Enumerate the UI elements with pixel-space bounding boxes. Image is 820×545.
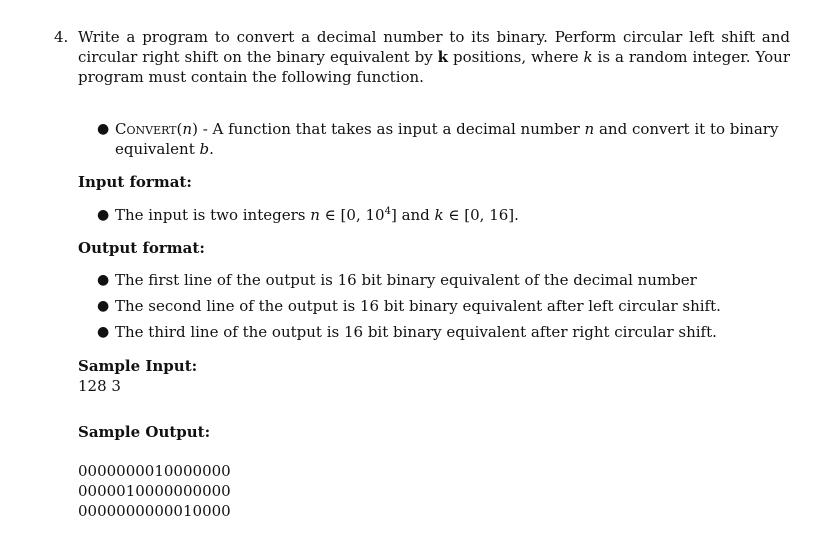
output-format-list <box>97 270 785 348</box>
bullet-icon: ● <box>97 298 110 314</box>
output-format-item-text: The first line of the output is 16 bit binary equivalent of the decimal number <box>115 271 697 289</box>
intro-var-k: k <box>583 48 593 66</box>
input-var-n: n <box>310 206 320 224</box>
input-range-n: ∈ [0, 10 <box>319 206 385 224</box>
input-range-k: ∈ [0, 16]. <box>443 206 519 224</box>
intro-text-3: is a random integer. Your program must contain the following function. <box>78 48 790 86</box>
sample-input-value: 128 3 <box>78 377 121 395</box>
intro-text-1: Write a program to convert a decimal number to its binary. Perform circular left shift and circular right shift on the binary equivalent by <box>78 28 790 66</box>
paren-open: ( <box>176 120 183 138</box>
input-format-list <box>97 205 785 225</box>
input-format-bullet <box>97 205 785 225</box>
sample-input-heading: Sample Input: <box>78 357 198 375</box>
input-text-1: The input is two integers <box>115 206 311 224</box>
bullet-icon: ● <box>97 207 110 223</box>
output-format-item <box>97 296 785 322</box>
function-description <box>115 119 785 159</box>
problem-statement <box>54 27 790 87</box>
sample-output-heading: Sample Output: <box>78 423 211 441</box>
bullet-icon: ● <box>97 324 110 340</box>
intro-text-2: positions, where <box>448 48 584 66</box>
paren-close: ) <box>192 120 198 138</box>
input-var-k: k <box>434 206 444 224</box>
sample-output-line: 0000010000000000 <box>78 482 231 500</box>
function-var-n: n <box>584 120 595 138</box>
output-format-item-text: The second line of the output is 16 bit binary equivalent after left circular shift. <box>115 297 721 315</box>
function-var-b: b <box>199 140 210 158</box>
input-format-heading: Input format: <box>78 173 192 191</box>
sample-output-block <box>78 461 231 521</box>
function-name: Convert <box>115 120 177 138</box>
function-desc-3: . <box>209 140 214 158</box>
intro-bold-k: k <box>437 48 449 66</box>
output-format-heading: Output format: <box>78 239 205 257</box>
input-range-exponent: 4 <box>384 206 391 217</box>
function-list <box>97 119 785 159</box>
problem-intro <box>78 27 790 87</box>
output-format-item <box>97 322 785 348</box>
bullet-icon: ● <box>97 272 110 288</box>
output-format-item <box>97 270 785 296</box>
sample-output-line: 0000000010000000 <box>78 462 231 480</box>
function-desc-1: - A function that takes as input a decimal number <box>197 120 585 138</box>
output-format-item-text: The third line of the output is 16 bit binary equivalent after right circular shift. <box>115 323 717 341</box>
function-desc-2: and convert it to binary equivalent <box>115 120 779 158</box>
problem-number: 4. <box>54 28 69 46</box>
bullet-icon: ● <box>97 121 110 137</box>
input-range-n-end: ] and <box>390 206 435 224</box>
sample-output-line: 0000000000010000 <box>78 502 231 520</box>
function-arg: n <box>182 120 193 138</box>
input-format-text <box>115 205 785 225</box>
function-bullet <box>97 119 785 159</box>
